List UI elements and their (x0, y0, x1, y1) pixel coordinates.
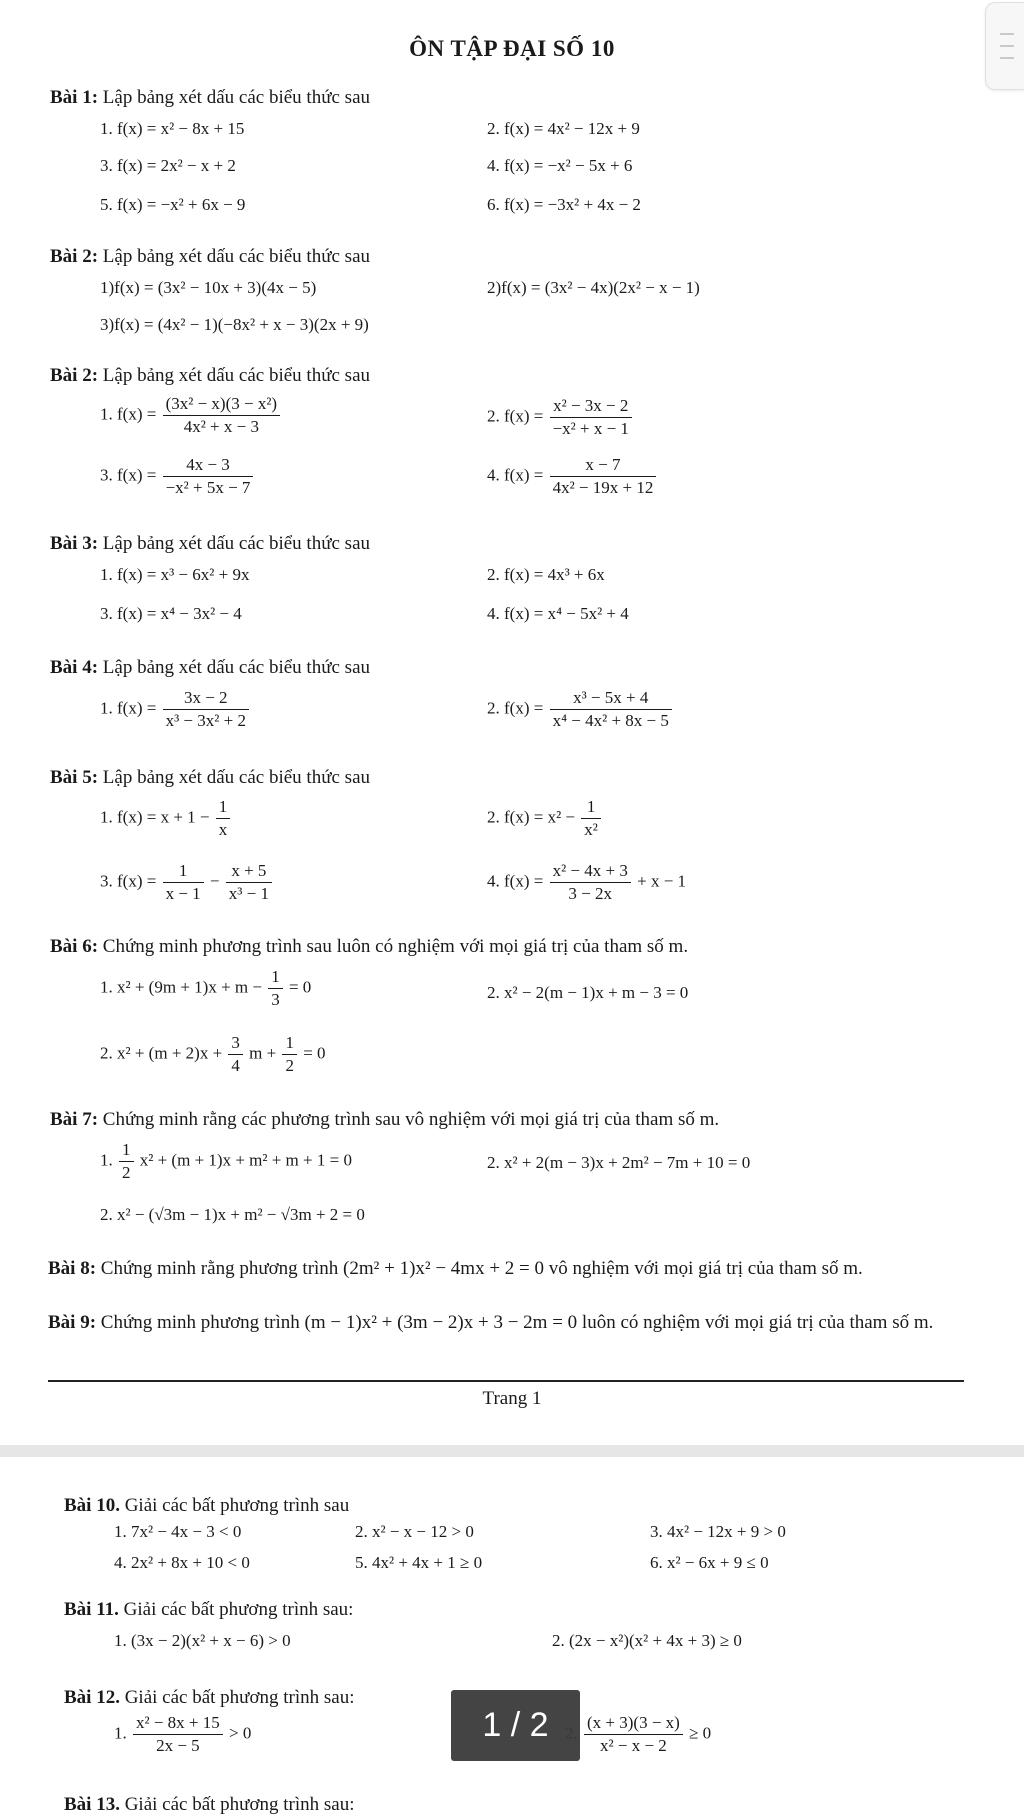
section-bai-4-heading (50, 656, 370, 680)
menu-bar (1000, 45, 1014, 47)
item-suffix: = 0 (288, 977, 312, 997)
denominator: x³ − 3x² + 2 (165, 711, 246, 730)
numerator: 1 (216, 797, 231, 819)
item-suffix: + x − 1 (637, 871, 687, 891)
denominator: −x² + 5x − 7 (165, 478, 251, 497)
item-prefix: 1. (100, 1150, 113, 1170)
section-bai-10-heading (64, 1494, 349, 1518)
exercise-item (100, 1033, 326, 1076)
section-bai-5-heading (50, 766, 370, 790)
section-label: Bài 1: (50, 87, 99, 108)
item-prefix: 1. f(x) = x + 1 − (100, 807, 210, 827)
section-instruction: Giải các bất phương trình sau (124, 1495, 350, 1516)
exercise-item: 1. 7x² − 4x − 3 < 0 (114, 1522, 242, 1541)
denominator: x³ − 1 (228, 884, 269, 903)
item-prefix: 2. x² + (m + 2)x + (100, 1043, 223, 1063)
item-prefix: 1. x² + (9m + 1)x + m − (100, 977, 262, 997)
numerator: 1 (163, 861, 204, 883)
exercise-item: 3. f(x) = 2x² − x + 2 (100, 156, 236, 175)
numerator: x² − 3x − 2 (550, 396, 632, 418)
exercise-item: 2. x² + 2(m − 3)x + 2m² − 7m + 10 = 0 (487, 1153, 751, 1172)
section-instruction: Lập bảng xét dấu các biểu thức sau (102, 365, 370, 386)
section-label: Bài 2: (50, 365, 99, 386)
item-suffix: = 0 (303, 1043, 326, 1063)
exercise-item: 2)f(x) = (3x² − 4x)(2x² − x − 1) (487, 278, 700, 297)
section-label: Bài 4: (50, 657, 99, 678)
item-operator: m + (249, 1043, 277, 1063)
page-footer: Trang 1 (482, 1388, 542, 1409)
document-page-2 (0, 1457, 1024, 1820)
exercise-item: 4. f(x) = x⁴ − 5x² + 4 (487, 604, 629, 623)
document-title: ÔN TẬP ĐẠI SỐ 10 (409, 36, 615, 61)
exercise-item: 2. (2x − x²)(x² + 4x + 3) ≥ 0 (552, 1631, 742, 1650)
fraction (550, 688, 672, 731)
fraction (163, 455, 254, 498)
denominator: 4 (231, 1056, 240, 1075)
denominator: 4x² − 19x + 12 (552, 478, 654, 497)
exercise-item: 1)f(x) = (3x² − 10x + 3)(4x − 5) (100, 278, 317, 297)
exercise-item (100, 688, 251, 731)
section-label: Bài 3: (50, 533, 99, 554)
fraction (268, 967, 283, 1010)
numerator: x − 7 (550, 455, 657, 477)
denominator: 4x² + x − 3 (183, 417, 259, 436)
fraction (550, 455, 657, 498)
exercise-item: 6. f(x) = −3x² + 4x − 2 (487, 195, 641, 214)
exercise-item (565, 1713, 711, 1756)
denominator: x² − x − 2 (600, 1736, 667, 1755)
menu-bar (1000, 57, 1014, 59)
section-instruction: Giải các bất phương trình sau: (124, 1687, 355, 1708)
item-prefix: 2. f(x) = (487, 406, 544, 426)
denominator: x⁴ − 4x² + 8x − 5 (552, 711, 669, 730)
section-bai-13-heading (64, 1793, 355, 1817)
denominator: 2x − 5 (156, 1736, 200, 1755)
exercise-item: 5. f(x) = −x² + 6x − 9 (100, 195, 246, 214)
denominator: 3 (271, 990, 280, 1009)
section-bai-12-heading (64, 1686, 355, 1710)
exercise-item (100, 797, 232, 840)
footer-divider (48, 1380, 964, 1382)
fraction (550, 861, 631, 904)
item-prefix: 2. f(x) = (487, 698, 544, 718)
section-instruction: Chứng minh rằng các phương trình sau vô nghiệm với mọi giá trị của tham số m. (102, 1109, 720, 1130)
exercise-item: 2. x² − (√3m − 1)x + m² − √3m + 2 = 0 (100, 1205, 365, 1224)
section-bai-11-heading (64, 1598, 353, 1622)
fraction (228, 1033, 243, 1076)
denominator: −x² + x − 1 (552, 419, 629, 438)
section-label: Bài 9: (48, 1312, 97, 1333)
denominator: x² (584, 820, 598, 839)
exercise-item: 3. 4x² − 12x + 9 > 0 (650, 1522, 786, 1541)
fraction (584, 1713, 683, 1756)
section-instruction: Chứng minh phương trình (m − 1)x² + (3m − 2)x + 3 − 2m = 0 luôn có nghiệm với mọi giá trị của tham số m. (100, 1312, 934, 1333)
page-separator (0, 1445, 1024, 1457)
section-label: Bài 7: (50, 1109, 99, 1130)
section-label: Bài 13. (64, 1794, 120, 1815)
exercise-item (100, 455, 255, 498)
exercise-item: 1. f(x) = x² − 8x + 15 (100, 119, 245, 138)
fraction (226, 861, 272, 904)
fraction (282, 1033, 297, 1076)
item-prefix: 3. f(x) = (100, 871, 157, 891)
item-prefix: 2. f(x) = x² − (487, 807, 576, 827)
section-instruction: Lập bảng xét dấu các biểu thức sau (102, 246, 370, 267)
section-label: Bài 11. (64, 1599, 119, 1620)
denominator: x (218, 820, 228, 839)
item-prefix: 1. f(x) = (100, 698, 157, 718)
item-prefix: 1. (114, 1723, 127, 1743)
numerator: x + 5 (226, 861, 272, 883)
section-label: Bài 5: (50, 767, 99, 788)
denominator: 2 (285, 1056, 294, 1075)
fraction (133, 1713, 223, 1756)
numerator: 1 (581, 797, 601, 819)
exercise-item (100, 1140, 352, 1183)
section-instruction: Lập bảng xét dấu các biểu thức sau (102, 533, 370, 554)
exercise-item: 3. f(x) = x⁴ − 3x² − 4 (100, 604, 242, 623)
fraction (216, 797, 231, 840)
exercise-item (114, 1713, 251, 1756)
exercise-item: 4. 2x² + 8x + 10 < 0 (114, 1553, 250, 1572)
exercise-item: 1. f(x) = x³ − 6x² + 9x (100, 565, 250, 584)
section-bai-3-heading (50, 532, 370, 556)
exercise-item (487, 396, 634, 439)
section-label: Bài 10. (64, 1495, 120, 1516)
section-label: Bài 2: (50, 246, 99, 267)
numerator: (3x² − x)(3 − x²) (163, 394, 281, 416)
item-prefix: 3. f(x) = (100, 465, 157, 485)
numerator: 1 (268, 967, 283, 989)
section-instruction: Lập bảng xét dấu các biểu thức sau (102, 87, 370, 108)
denominator: 2 (122, 1163, 131, 1182)
section-instruction: Giải các bất phương trình sau: (123, 1599, 354, 1620)
exercise-item: 2. f(x) = 4x² − 12x + 9 (487, 119, 640, 138)
fraction (119, 1140, 134, 1183)
section-label: Bài 6: (50, 936, 99, 957)
exercise-item (487, 797, 603, 840)
numerator: 1 (119, 1140, 134, 1162)
exercise-item (100, 967, 311, 1010)
section-bai-2b-heading (50, 364, 370, 388)
section-instruction: Lập bảng xét dấu các biểu thức sau (102, 657, 370, 678)
section-bai-9 (48, 1309, 968, 1336)
item-operator: − (209, 871, 220, 891)
numerator: 1 (282, 1033, 297, 1055)
item-suffix: x² + (m + 1)x + m² + m + 1 = 0 (139, 1150, 352, 1170)
page-indicator: 1 / 2 (451, 1690, 580, 1761)
section-bai-8 (48, 1255, 968, 1282)
numerator: 3 (228, 1033, 243, 1055)
fraction (163, 394, 281, 437)
numerator: 4x − 3 (163, 455, 254, 477)
section-bai-6-heading (50, 935, 688, 959)
hamburger-menu-icon[interactable] (985, 2, 1024, 90)
section-label: Bài 12. (64, 1687, 120, 1708)
fraction (581, 797, 601, 840)
exercise-item (487, 455, 658, 498)
item-suffix: > 0 (229, 1723, 252, 1743)
exercise-item: 5. 4x² + 4x + 1 ≥ 0 (355, 1553, 483, 1572)
exercise-item: 1. (3x − 2)(x² + x − 6) > 0 (114, 1631, 291, 1650)
numerator: x² − 8x + 15 (133, 1713, 223, 1735)
fraction (550, 396, 632, 439)
exercise-item: 6. x² − 6x + 9 ≤ 0 (650, 1553, 769, 1572)
menu-bar (1000, 33, 1014, 35)
exercise-item (100, 861, 274, 904)
exercise-item: 2. x² − 2(m − 1)x + m − 3 = 0 (487, 983, 689, 1002)
section-instruction: Chứng minh phương trình sau luôn có nghiệm với mọi giá trị của tham số m. (102, 936, 689, 957)
item-prefix: 1. f(x) = (100, 404, 157, 424)
fraction (163, 861, 204, 904)
exercise-item (100, 394, 282, 437)
numerator: x² − 4x + 3 (550, 861, 631, 883)
item-prefix: 4. f(x) = (487, 465, 544, 485)
section-instruction: Chứng minh rằng phương trình (2m² + 1)x² − 4mx + 2 = 0 vô nghiệm với mọi giá trị của tham số m. (100, 1258, 863, 1279)
denominator: 3 − 2x (568, 884, 613, 903)
item-suffix: ≥ 0 (689, 1723, 712, 1743)
fraction (163, 688, 249, 731)
section-bai-7-heading (50, 1108, 719, 1132)
numerator: x³ − 5x + 4 (550, 688, 672, 710)
exercise-item: 2. x² − x − 12 > 0 (355, 1522, 474, 1541)
numerator: (x + 3)(3 − x) (584, 1713, 683, 1735)
item-prefix: 4. f(x) = (487, 871, 544, 891)
section-bai-2-heading (50, 245, 370, 269)
exercise-item (487, 688, 674, 731)
section-bai-1-heading (50, 86, 370, 110)
exercise-item: 3)f(x) = (4x² − 1)(−8x² + x − 3)(2x + 9) (100, 315, 369, 334)
denominator: x − 1 (165, 884, 201, 903)
section-instruction: Lập bảng xét dấu các biểu thức sau (102, 767, 370, 788)
section-label: Bài 8: (48, 1258, 97, 1279)
section-instruction: Giải các bất phương trình sau: (124, 1794, 355, 1815)
exercise-item: 4. f(x) = −x² − 5x + 6 (487, 156, 633, 175)
exercise-item (487, 861, 686, 904)
numerator: 3x − 2 (163, 688, 249, 710)
exercise-item: 2. f(x) = 4x³ + 6x (487, 565, 605, 584)
